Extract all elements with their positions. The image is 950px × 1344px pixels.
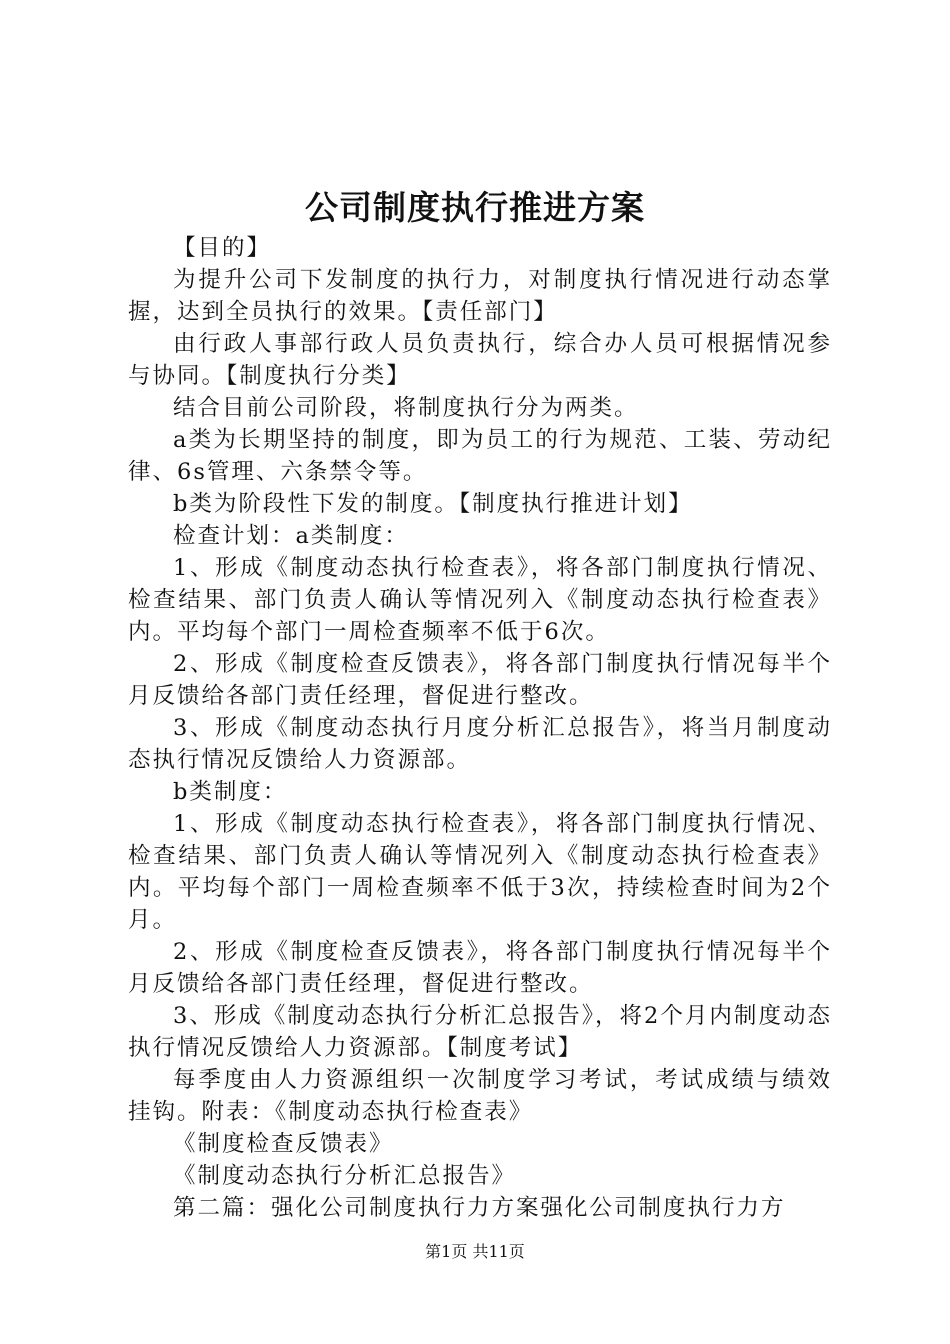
document-body <box>128 232 832 1224</box>
paragraph: 每季度由人力资源组织一次制度学习考试，考试成绩与绩效挂钩。附表：《制度动态执行检查表》 <box>128 1067 832 1125</box>
paragraph: b类为阶段性下发的制度。【制度执行推进计划】 <box>173 491 693 517</box>
paragraph: 《制度检查反馈表》 <box>173 1131 394 1157</box>
paragraph: a类为长期坚持的制度，即为员工的行为规范、工装、劳动纪律、6s管理、六条禁令等。 <box>128 427 832 485</box>
paragraph: 第二篇：强化公司制度执行力方案强化公司制度执行力方 <box>173 1195 786 1221</box>
paragraph: 2、形成《制度检查反馈表》，将各部门制度执行情况每半个月反馈给各部门责任经理，督促进行整改。 <box>128 651 832 709</box>
paragraph: 1、形成《制度动态执行检查表》，将各部门制度执行情况、检查结果、部门负责人确认等情况列入《制度动态执行检查表》内。平均每个部门一周检查频率不低于3次，持续检查时间为2个月。 <box>128 811 832 933</box>
paragraph: 1、形成《制度动态执行检查表》，将各部门制度执行情况、检查结果、部门负责人确认等情况列入《制度动态执行检查表》内。平均每个部门一周检查频率不低于6次。 <box>128 555 832 645</box>
paragraph: 《制度动态执行分析汇总报告》 <box>173 1163 517 1189</box>
page-footer: 第1页 共11页 <box>425 1242 525 1261</box>
paragraph: 3、形成《制度动态执行分析汇总报告》，将2个月内制度动态执行情况反馈给人力资源部。【制度考试】 <box>128 1003 832 1061</box>
paragraph: 检查计划：a类制度： <box>173 523 409 549</box>
paragraph: 结合目前公司阶段，将制度执行分为两类。 <box>173 395 639 421</box>
paragraph: 由行政人事部行政人员负责执行，综合办人员可根据情况参与协同。【制度执行分类】 <box>128 331 832 389</box>
paragraph: 3、形成《制度动态执行月度分析汇总报告》，将当月制度动态执行情况反馈给人力资源部。 <box>128 715 832 773</box>
paragraph: 为提升公司下发制度的执行力，对制度执行情况进行动态掌握，达到全员执行的效果。【责任部门】 <box>128 267 832 325</box>
paragraph-purpose-heading: 【目的】 <box>173 235 272 261</box>
paragraph: 2、形成《制度检查反馈表》，将各部门制度执行情况每半个月反馈给各部门责任经理，督促进行整改。 <box>128 939 832 997</box>
document-title: 公司制度执行推进方案 <box>305 188 645 227</box>
paragraph: b类制度： <box>173 779 288 805</box>
